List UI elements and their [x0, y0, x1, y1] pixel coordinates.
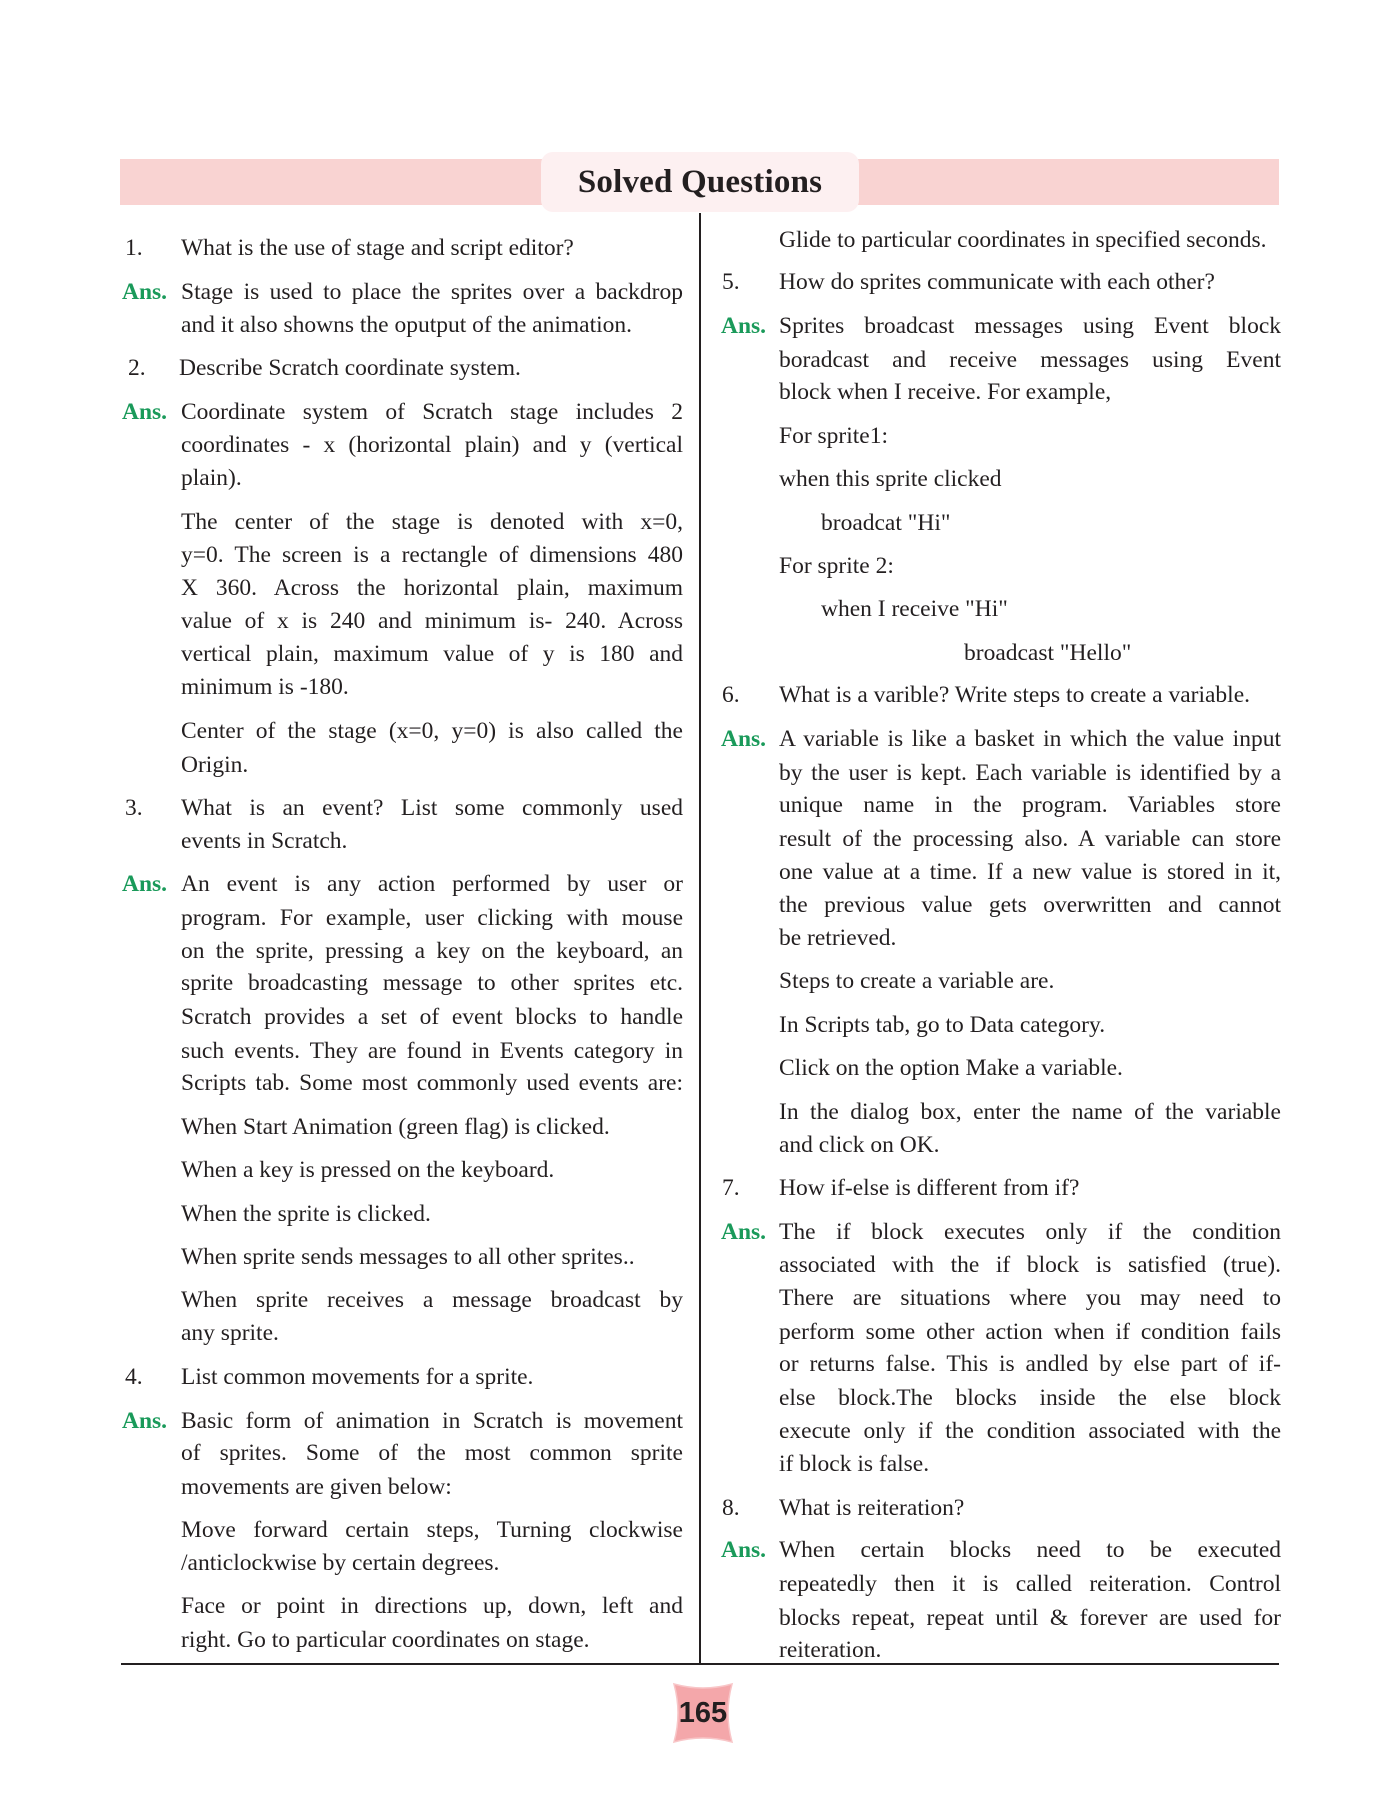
- text-line: associated with the if block is satisfied (true).: [779, 1252, 1281, 1278]
- text-line: /anticlockwise by certain degrees.: [181, 1550, 500, 1576]
- text-line: boradcast and receive messages using Event: [779, 347, 1281, 373]
- text-line: and click on OK.: [779, 1132, 940, 1158]
- text-line: A variable is like a basket in which the value input: [779, 726, 1281, 752]
- text-line: Origin.: [181, 752, 249, 778]
- text-line: What is a varible? Write steps to create a variable.: [779, 682, 1251, 708]
- text-line: Click on the option Make a variable.: [779, 1055, 1123, 1081]
- text-line: unique name in the program. Variables store: [779, 792, 1281, 818]
- bottom-rule: [121, 1663, 1279, 1665]
- text-line: and it also showns the oputput of the animation.: [181, 312, 633, 338]
- text-line: List common movements for a sprite.: [181, 1364, 534, 1390]
- text-line: Steps to create a variable are.: [779, 968, 1055, 994]
- text-line: Stage is used to place the sprites over a backdrop: [181, 279, 683, 305]
- question-number: 8.: [722, 1495, 740, 1521]
- page-number-badge: [670, 1680, 736, 1746]
- text-line: For sprite1:: [779, 423, 889, 449]
- text-line: For sprite 2:: [779, 553, 894, 579]
- text-line: minimum is -180.: [181, 674, 349, 700]
- text-line: Scripts tab. Some most commonly used events are:: [181, 1070, 683, 1096]
- answer-label: Ans.: [122, 399, 168, 425]
- page-title: Solved Questions: [577, 163, 823, 200]
- answer-label: Ans.: [122, 1408, 168, 1434]
- text-line: When certain blocks need to be executed: [779, 1537, 1281, 1563]
- question-number: 1.: [125, 235, 143, 261]
- text-line: In the dialog box, enter the name of the variable: [779, 1099, 1281, 1125]
- text-line: How do sprites communicate with each other?: [779, 269, 1215, 295]
- answer-label: Ans.: [721, 313, 767, 339]
- text-line: right. Go to particular coordinates on stage.: [181, 1627, 590, 1653]
- question-number: 2.: [128, 355, 146, 381]
- text-line: broadcat "Hi": [821, 510, 951, 536]
- text-line: execute only if the condition associated with the: [779, 1418, 1281, 1444]
- text-line: blocks repeat, repeat until & forever are used for: [779, 1605, 1281, 1631]
- text-line: What is the use of stage and script editor?: [181, 235, 574, 261]
- text-line: of sprites. Some of the most common sprite: [181, 1440, 683, 1466]
- text-line: X 360. Across the horizontal plain, maximum: [181, 575, 683, 601]
- text-line: The center of the stage is denoted with x=0,: [181, 509, 683, 535]
- text-line: any sprite.: [181, 1320, 279, 1346]
- text-line: reiteration.: [779, 1637, 882, 1663]
- text-line: events in Scratch.: [181, 828, 348, 854]
- text-line: What is reiteration?: [779, 1495, 965, 1521]
- page-number: 165: [678, 1696, 728, 1729]
- question-number: 3.: [125, 795, 143, 821]
- text-line: movements are given below:: [181, 1474, 452, 1500]
- text-line: repeatedly then it is called reiteration. Control: [779, 1571, 1281, 1597]
- text-line: block when I receive. For example,: [779, 379, 1112, 405]
- text-line: Coordinate system of Scratch stage includes 2: [181, 399, 683, 425]
- answer-label: Ans.: [721, 726, 767, 752]
- text-line: such events. They are found in Events category in: [181, 1038, 683, 1064]
- question-number: 7.: [722, 1175, 740, 1201]
- question-number: 5.: [722, 269, 740, 295]
- text-line: An event is any action performed by user or: [181, 871, 683, 897]
- question-number: 4.: [125, 1364, 143, 1390]
- text-line: if block is false.: [779, 1451, 930, 1477]
- text-line: when I receive "Hi": [821, 596, 1008, 622]
- answer-label: Ans.: [122, 279, 168, 305]
- text-line: In Scripts tab, go to Data category.: [779, 1012, 1106, 1038]
- answer-label: Ans.: [721, 1219, 767, 1245]
- text-line: coordinates - x (horizontal plain) and y (vertical: [181, 432, 683, 458]
- text-line: perform some other action when if condition fails: [779, 1319, 1281, 1345]
- text-line: Center of the stage (x=0, y=0) is also called the: [181, 718, 683, 744]
- text-line: Describe Scratch coordinate system.: [179, 355, 521, 381]
- text-line: Move forward certain steps, Turning clockwise: [181, 1517, 683, 1543]
- text-line: when this sprite clicked: [779, 466, 1002, 492]
- text-line: Basic form of animation in Scratch is movement: [181, 1408, 683, 1434]
- text-line: one value at a time. If a new value is stored in it,: [779, 859, 1281, 885]
- text-line: The if block executes only if the condition: [779, 1219, 1281, 1245]
- text-line: sprite broadcasting message to other sprites etc.: [181, 970, 683, 996]
- text-line: or returns false. This is andled by else part of if-: [779, 1351, 1281, 1377]
- text-line: program. For example, user clicking with mouse: [181, 905, 683, 931]
- text-line: Glide to particular coordinates in specified seconds.: [779, 227, 1267, 253]
- text-line: be retrieved.: [779, 925, 897, 951]
- text-line: When sprite sends messages to all other sprites..: [181, 1244, 635, 1270]
- text-line: Face or point in directions up, down, left and: [181, 1593, 683, 1619]
- text-line: When sprite receives a message broadcast by: [181, 1287, 683, 1313]
- text-line: There are situations where you may need to: [779, 1285, 1281, 1311]
- text-line: When a key is pressed on the keyboard.: [181, 1157, 555, 1183]
- text-line: else block.The blocks inside the else block: [779, 1385, 1281, 1411]
- text-line: y=0. The screen is a rectangle of dimensions 480: [181, 542, 683, 568]
- text-line: Sprites broadcast messages using Event block: [779, 313, 1281, 339]
- text-line: plain).: [181, 465, 242, 491]
- title-box: [541, 152, 859, 212]
- text-line: What is an event? List some commonly used: [181, 795, 683, 821]
- text-line: value of x is 240 and minimum is- 240. Across: [181, 608, 683, 634]
- answer-label: Ans.: [721, 1537, 767, 1563]
- text-line: broadcast "Hello": [964, 640, 1132, 666]
- text-line: result of the processing also. A variable can store: [779, 826, 1281, 852]
- question-number: 6.: [722, 682, 740, 708]
- column-divider: [699, 213, 701, 1665]
- answer-label: Ans.: [122, 871, 168, 897]
- text-line: How if-else is different from if?: [779, 1175, 1080, 1201]
- text-line: by the user is kept. Each variable is identified by a: [779, 760, 1281, 786]
- text-line: Scratch provides a set of event blocks to handle: [181, 1004, 683, 1030]
- text-line: When the sprite is clicked.: [181, 1201, 431, 1227]
- text-line: on the sprite, pressing a key on the keyboard, an: [181, 938, 683, 964]
- text-line: the previous value gets overwritten and cannot: [779, 892, 1281, 918]
- text-line: vertical plain, maximum value of y is 180 and: [181, 641, 683, 667]
- text-line: When Start Animation (green flag) is clicked.: [181, 1114, 610, 1140]
